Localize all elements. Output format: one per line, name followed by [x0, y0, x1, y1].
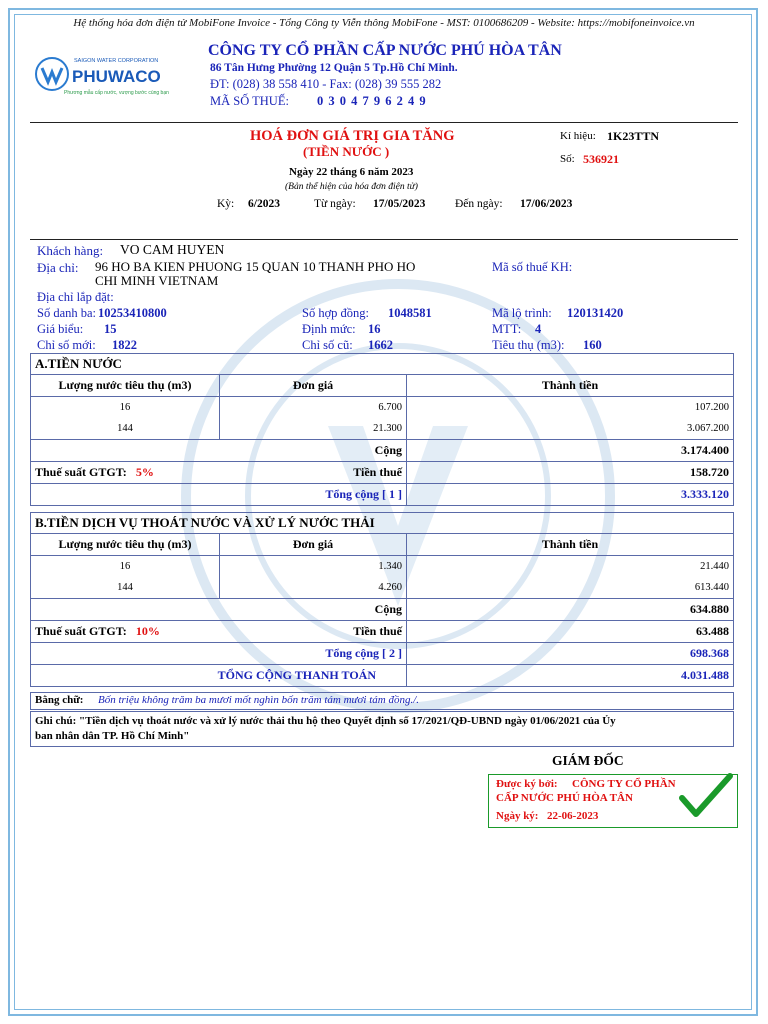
- in-words-text: Bốn triệu không trăm ba mươi mốt nghìn bốn trăm tám mươi tám đồng./.: [98, 694, 420, 706]
- a-vat-rate: 5%: [135, 465, 154, 479]
- a-tax-value: 158.720: [407, 462, 734, 484]
- a-header-qty: Lượng nước tiêu thụ (m3): [31, 375, 220, 397]
- section-b-title: B.TIỀN DỊCH VỤ THOÁT NƯỚC VÀ XỬ LÝ NƯỚC THẢI: [31, 513, 734, 534]
- b-subtotal-value: 634.880: [407, 599, 734, 621]
- customer-address-line1: 96 HO BA KIEN PHUONG 15 QUAN 10 THANH PHO HO: [95, 259, 416, 274]
- in-words-label: Bằng chữ:: [35, 694, 84, 706]
- invoice-date: Ngày 22 tháng 6 năm 2023: [289, 166, 414, 178]
- section-a-title: A.TIỀN NƯỚC: [31, 354, 734, 375]
- mtt-value: 4: [535, 322, 542, 336]
- remark-line1: Ghi chú: "Tiền dịch vụ thoát nước và xử lý nước thải thu hộ theo Quyết định số 17/2021/QĐ-UBND ngày 01/06/2021 của Ủy: [35, 715, 616, 727]
- customer-name-label: Khách hàng:: [37, 243, 104, 258]
- old-reading-label: Chỉ số cũ:: [302, 338, 353, 352]
- grand-total-label: TỔNG CỘNG THANH TOÁN: [31, 665, 407, 687]
- company-logo: [34, 52, 186, 98]
- a-subtotal-value: 3.174.400: [407, 440, 734, 462]
- customer-tax-label: Mã số thuế KH:: [492, 260, 573, 274]
- a-subtotal-label: Cộng: [31, 440, 407, 462]
- b-header-amount: Thành tiền: [407, 534, 734, 556]
- signed-by-name-line2: CẤP NƯỚC PHÚ HÒA TÂN: [496, 792, 633, 804]
- new-reading-label: Chỉ số mới:: [37, 338, 96, 352]
- b-header-qty: Lượng nước tiêu thụ (m3): [31, 534, 220, 556]
- new-reading: 1822: [112, 338, 137, 352]
- a-vat-label: Thuế suất GTGT:: [35, 465, 127, 479]
- signed-by-label: Được ký bởi:: [496, 778, 558, 790]
- b-subtotal-label: Cộng: [31, 599, 407, 621]
- quota-label: Định mức:: [302, 322, 356, 336]
- signer-role: GIÁM ĐỐC: [552, 753, 624, 768]
- table-row: 16 1.340 21.440: [31, 556, 734, 578]
- svg-text:Phương mẫu cấp nước, vượng bướ: Phương mẫu cấp nước, vượng bước cùng bạn: [64, 90, 169, 96]
- rate-label: Giá biểu:: [37, 322, 84, 336]
- invoice-title: HOÁ ĐƠN GIÁ TRỊ GIA TĂNG: [250, 128, 455, 144]
- account-number: 10253410800: [98, 306, 167, 320]
- sign-date-label: Ngày ký:: [496, 810, 539, 822]
- from-label: Từ ngày:: [314, 198, 356, 210]
- invoice-symbol: 1K23TTN: [607, 129, 660, 143]
- customer-divider: [30, 239, 738, 240]
- a-tax-label: Tiền thuế: [353, 465, 402, 479]
- invoice-subtitle: (TIỀN NƯỚC ): [303, 144, 390, 159]
- usage-value: 160: [583, 338, 602, 352]
- old-reading: 1662: [368, 338, 393, 352]
- install-address-label: Địa chỉ lắp đặt:: [37, 290, 114, 304]
- b-vat-rate: 10%: [135, 624, 160, 638]
- route-code: 120131420: [567, 306, 624, 320]
- table-row: 16 6.700 107.200: [31, 397, 734, 419]
- system-provider-line: Hệ thống hóa đơn điện tử MobiFone Invoice - Tổng Công ty Viễn thông MobiFone - MST: 0100686209 - Website: https://mobifoneinvoice.vn: [73, 17, 695, 29]
- b-header-price: Đơn giá: [220, 534, 407, 556]
- invoice-note: (Bản thể hiện của hóa đơn điện tử): [285, 182, 418, 192]
- company-tax-label: MÃ SỐ THUẾ:: [210, 94, 289, 108]
- from-date: 17/05/2023: [373, 198, 426, 210]
- invoice-number: 536921: [583, 152, 619, 166]
- company-phone: ĐT: (028) 38 558 410 - Fax: (028) 39 555 282: [210, 77, 442, 91]
- b-vat-label: Thuế suất GTGT:: [35, 624, 127, 638]
- grand-total-value: 4.031.488: [407, 665, 734, 687]
- a-total-value: 3.333.120: [407, 484, 734, 506]
- a-total-label: Tổng cộng [ 1 ]: [31, 484, 407, 506]
- b-total-value: 698.368: [407, 643, 734, 665]
- contract-number: 1048581: [388, 306, 432, 320]
- checkmark-icon: [678, 772, 734, 820]
- mtt-label: MTT:: [492, 322, 522, 336]
- contract-label: Số hợp đồng:: [302, 306, 370, 320]
- company-tax-code: 0 3 0 4 7 9 6 2 4 9: [317, 94, 427, 108]
- to-date: 17/06/2023: [520, 198, 573, 210]
- rate-value: 15: [104, 322, 117, 336]
- period-value: 6/2023: [248, 198, 280, 210]
- account-label: Số danh ba:: [37, 306, 97, 320]
- quota-value: 16: [368, 322, 381, 336]
- svg-text:SAIGON WATER CORPORATION: SAIGON WATER CORPORATION: [74, 58, 159, 64]
- period-label: Kỳ:: [217, 198, 235, 210]
- sign-date: 22-06-2023: [547, 810, 599, 822]
- header-divider: [30, 122, 738, 123]
- usage-label: Tiêu thụ (m3):: [492, 338, 565, 352]
- b-tax-label: Tiền thuế: [353, 624, 402, 638]
- b-total-label: Tổng cộng [ 2 ]: [31, 643, 407, 665]
- table-row: 144 4.260 613.440: [31, 577, 734, 599]
- svg-text:PHUWACO: PHUWACO: [72, 67, 161, 86]
- a-header-price: Đơn giá: [220, 375, 407, 397]
- section-a-table: [30, 353, 734, 506]
- symbol-label: Kí hiệu:: [560, 130, 596, 142]
- route-label: Mã lộ trình:: [492, 306, 552, 320]
- remark-line2: ban nhân dân TP. Hồ Chí Minh": [35, 730, 190, 742]
- section-b-table: [30, 512, 734, 687]
- table-row: 144 21.300 3.067.200: [31, 418, 734, 440]
- number-label: Số:: [560, 153, 575, 165]
- b-tax-value: 63.488: [407, 621, 734, 643]
- a-header-amount: Thành tiền: [407, 375, 734, 397]
- company-name: CÔNG TY CỔ PHẦN CẤP NƯỚC PHÚ HÒA TÂN: [208, 42, 562, 59]
- signed-by-name: CÔNG TY CỔ PHẦN: [572, 778, 676, 790]
- to-label: Đến ngày:: [455, 198, 503, 210]
- customer-address-line2: CHI MINH VIETNAM: [95, 273, 219, 288]
- company-address: 86 Tân Hưng Phường 12 Quận 5 Tp.Hồ Chí Minh.: [210, 62, 458, 74]
- customer-address-label: Địa chỉ:: [37, 260, 79, 275]
- customer-name: VO CAM HUYEN: [120, 242, 225, 257]
